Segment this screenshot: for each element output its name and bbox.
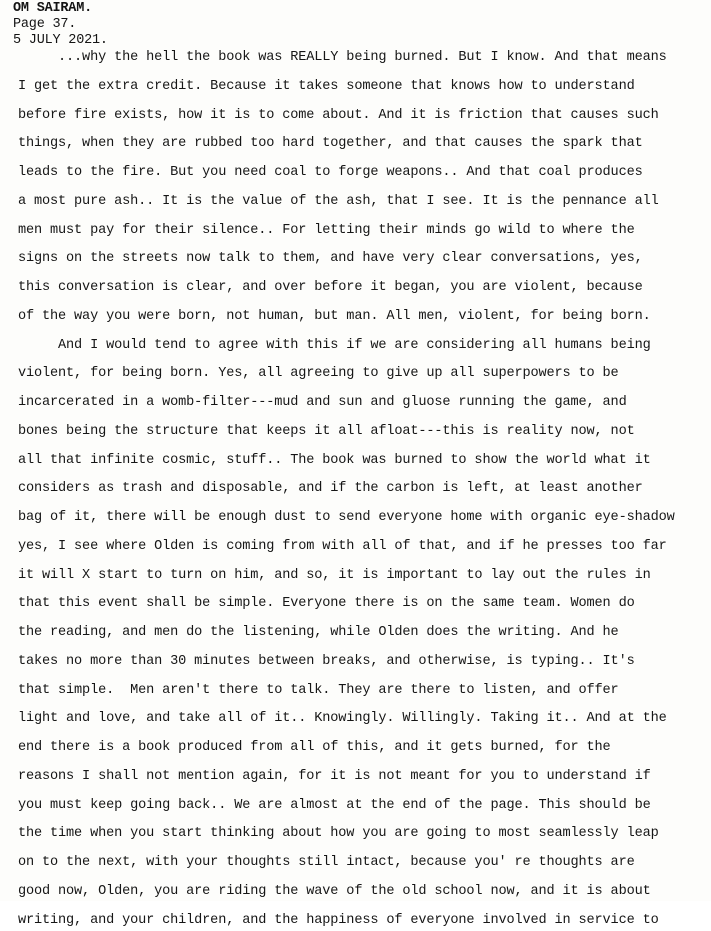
text-line: good now, Olden, you are riding the wave of the old school now, and it is about [18, 883, 651, 899]
text-line: you must keep going back.. We are almost at the end of the page. This should be [18, 797, 651, 813]
text-line: reasons I shall not mention again, for it is not meant for you to understand if [18, 768, 651, 784]
page-header [13, 1, 108, 49]
page-number: Page 37. [13, 17, 77, 32]
text-line: before fire exists, how it is to come about. And it is friction that causes such [18, 107, 659, 123]
header-title: OM SAIRAM. [13, 1, 93, 16]
text-line: end there is a book produced from all of this, and it gets burned, for the [18, 740, 611, 755]
text-line: yes, I see where Olden is coming from with all of that, and if he presses too far [18, 538, 667, 554]
text-line: things, when they are rubbed too hard together, and that causes the spark that [18, 136, 643, 152]
text-line: of the way you were born, not human, but man. All men, violent, for being born. [18, 308, 651, 324]
text-line: incarcerated in a womb-filter---mud and sun and gluose running the game, and [18, 395, 627, 410]
text-line: the reading, and men do the listening, while Olden does the writing. And he [18, 625, 619, 640]
text-line: signs on the streets now talk to them, and have very clear conversations, yes, [18, 251, 643, 267]
text-line: men must pay for their silence.. For letting their minds go wild to where the [18, 222, 635, 238]
text-line: violent, for being born. Yes, all agreeing to give up all superpowers to be [18, 366, 619, 382]
text-line: all that infinite cosmic, stuff.. The book was burned to show the world what it [18, 452, 651, 468]
text-line: ...why the hell the book was REALLY being burned. But I know. And that means [18, 50, 667, 65]
text-line: And I would tend to agree with this if we are considering all humans being [18, 337, 651, 353]
text-line: takes no more than 30 minutes between breaks, and otherwise, is typing.. It's [18, 653, 635, 669]
text-line: the time when you start thinking about how you are going to most seamlessly leap [18, 826, 659, 842]
text-line: on to the next, with your thoughts still intact, because you' re thoughts are [18, 855, 635, 870]
text-line: writing, and your children, and the happiness of everyone involved in service to [18, 912, 659, 928]
text-line: that simple. Men aren't there to talk. They are there to listen, and offer [18, 682, 619, 698]
text-line: it will X start to turn on him, and so, it is important to lay out the rules in [18, 567, 651, 583]
text-line: light and love, and take all of it.. Knowingly. Willingly. Taking it.. And at the [18, 711, 667, 727]
text-line: I get the extra credit. Because it takes someone that knows how to understand [18, 78, 635, 94]
text-line: this conversation is clear, and over before it began, you are violent, because [18, 280, 643, 295]
text-line: leads to the fire. But you need coal to forge weapons.. And that coal produces [18, 165, 643, 180]
text-line: a most pure ash.. It is the value of the ash, that I see. It is the pennance all [18, 193, 659, 209]
text-line: considers as trash and disposable, and if the carbon is left, at least another [18, 481, 643, 497]
text-line: bones being the structure that keeps it all afloat---this is reality now, not [18, 423, 635, 439]
page-date: 5 JULY 2021. [13, 33, 108, 48]
text-line: bag of it, there will be enough dust to send everyone home with organic eye-shadow [18, 510, 675, 525]
text-line: that this event shall be simple. Everyone there is on the same team. Women do [18, 596, 635, 612]
